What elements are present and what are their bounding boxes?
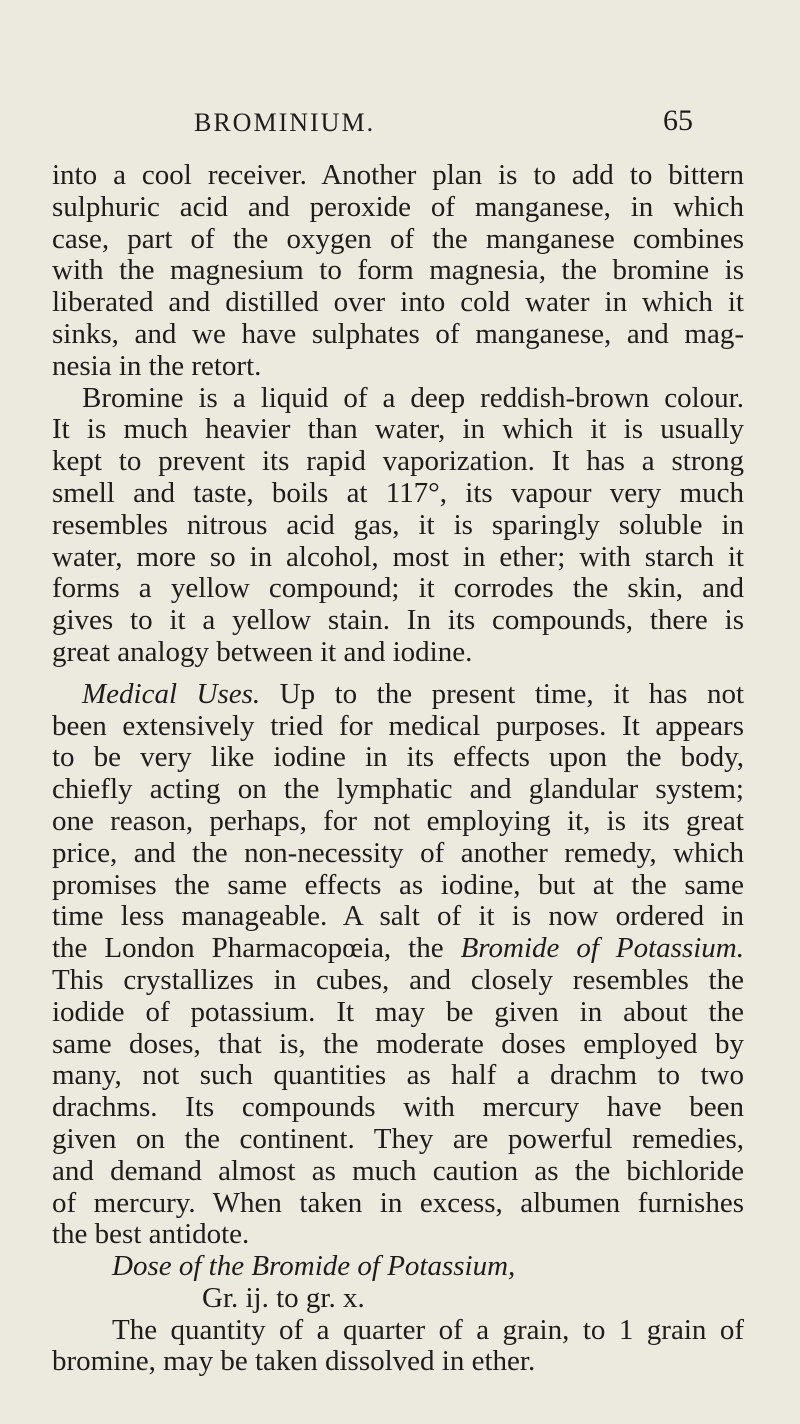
dose-amount: Gr. ij. to gr. x. — [202, 1282, 365, 1314]
text-line: given on the continent. They are powerful remedies, — [52, 1123, 744, 1155]
text-line: liberated and distilled over into cold water in which it — [52, 287, 744, 319]
text-line: of mercury. When taken in excess, albumen furnishes — [52, 1187, 744, 1219]
paragraph-3 — [52, 679, 744, 1251]
bromide-of-potassium: Bromide of Potassium. — [460, 933, 744, 965]
text-line: time less manageable. A salt of it is now ordered in — [52, 901, 744, 933]
text-line: sulphuric acid and peroxide of manganese, in which — [52, 191, 744, 223]
text-line: to be very like iodine in its effects upon the body, — [52, 742, 744, 774]
text-line: smell and taste, boils at 117°, its vapour very much — [52, 477, 744, 509]
paragraph-2 — [52, 383, 744, 669]
text-line: price, and the non-necessity of another remedy, which — [52, 837, 744, 869]
text-line: bromine, may be taken dissolved in ether. — [52, 1346, 536, 1378]
text-fragment: Up to the present time, it has not — [279, 678, 744, 710]
text-line: Bromine is a liquid of a deep reddish-brown colour. — [82, 382, 744, 414]
text-line: the best antidote. — [52, 1219, 250, 1251]
text-line: promises the same effects as iodine, but at the same — [52, 869, 744, 901]
text-line: into a cool receiver. Another plan is to add to bittern — [52, 160, 744, 191]
section-heading: Medical Uses. — [82, 678, 261, 710]
text-line: It is much heavier than water, in which it is usually — [52, 414, 744, 446]
text-line — [52, 679, 744, 711]
text-line: great analogy between it and iodine. — [52, 636, 473, 668]
text-line: many, not such quantities as half a drachm to two — [52, 1060, 744, 1092]
dose-block — [52, 1251, 744, 1315]
text-line: nesia in the retort. — [52, 350, 262, 382]
text-line: case, part of the oxygen of the manganese combines — [52, 223, 744, 255]
paragraph-gap — [52, 669, 744, 679]
text-line: resembles nitrous acid gas, it is sparingly soluble in — [52, 509, 744, 541]
text-line: been extensively tried for medical purposes. It appears — [52, 710, 744, 742]
text-line: forms a yellow compound; it corrodes the skin, and — [52, 573, 744, 605]
text-line: The quantity of a quarter of a grain, to 1 grain of — [112, 1314, 744, 1346]
text-line: and demand almost as much caution as the bichloride — [52, 1155, 744, 1187]
text-line: drachms. Its compounds with mercury have been — [52, 1092, 744, 1124]
body-text — [52, 160, 744, 1378]
text-line — [52, 933, 744, 965]
text-line: sinks, and we have sulphates of manganese, and mag- — [52, 318, 744, 350]
text-line: kept to prevent its rapid vaporization. It has a strong — [52, 446, 744, 478]
text-line: This crystallizes in cubes, and closely resembles the — [52, 964, 744, 996]
text-line: same doses, that is, the moderate doses employed by — [52, 1028, 744, 1060]
running-head: BROMINIUM. — [194, 108, 376, 137]
paragraph-1 — [52, 160, 744, 383]
text-line: one reason, perhaps, for not employing it, is its great — [52, 805, 744, 837]
page-header — [0, 104, 800, 148]
text-line: iodide of potassium. It may be given in about the — [52, 996, 744, 1028]
text-line: water, more so in alcohol, most in ether; with starch it — [52, 541, 744, 573]
text-line: gives to it a yellow stain. In its compounds, there is — [52, 605, 744, 637]
text-line: with the magnesium to form magnesia, the bromine is — [52, 255, 744, 287]
text-fragment: the London Pharmacopœia, the — [52, 933, 444, 965]
dose-label — [52, 1251, 744, 1283]
text-line: chiefly acting on the lymphatic and glandular system; — [52, 774, 744, 806]
dose-label-text: Dose of the Bromide of Potassium, — [112, 1251, 516, 1283]
page-number: 65 — [663, 104, 693, 137]
paragraph-4 — [52, 1315, 744, 1379]
